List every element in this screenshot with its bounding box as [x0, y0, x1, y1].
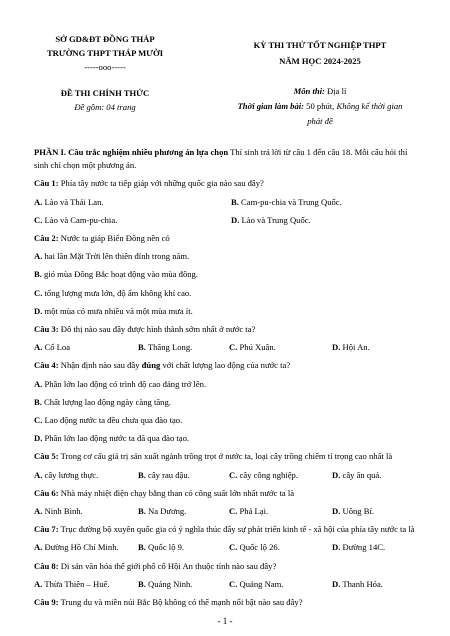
- time-note: Không kể thời gian: [334, 101, 403, 111]
- option-d[interactable]: [332, 578, 420, 591]
- option-c[interactable]: [229, 505, 332, 518]
- question-label: Câu 2:: [34, 233, 59, 244]
- exam-title: KỲ THI THỬ TỐT NGHIỆP THPT: [253, 40, 387, 50]
- time-note-2: phát đề: [307, 116, 333, 126]
- school-name: TRƯỜNG THPT THÁP MƯỜI: [46, 48, 164, 58]
- question-label: Câu 6:: [34, 487, 59, 498]
- option-a[interactable]: [34, 469, 138, 482]
- option-key: A.: [34, 506, 43, 517]
- option-b[interactable]: [34, 268, 420, 281]
- option-d[interactable]: [332, 341, 420, 354]
- option-text: Quảng Nam.: [237, 578, 284, 589]
- question-label: Câu 4:: [34, 360, 59, 371]
- options-q8: [34, 578, 420, 591]
- question-1: [34, 177, 420, 190]
- question-label: Câu 5:: [34, 451, 59, 462]
- option-key: B.: [231, 196, 239, 207]
- question-label: Câu 7:: [34, 524, 59, 535]
- option-key: B.: [138, 542, 146, 553]
- question-label: Câu 3:: [34, 324, 59, 335]
- option-c[interactable]: [34, 287, 420, 300]
- question-label: Câu 8:: [34, 560, 59, 571]
- option-text: Đường 14C.: [340, 542, 386, 553]
- department-name: SỞ GD&ĐT ĐỒNG THÁP: [55, 34, 155, 44]
- option-b[interactable]: [138, 505, 229, 518]
- question-text: Trung du và miền núi Bắc Bộ không có thế mạnh nổi bật nào sau đây?: [58, 597, 303, 608]
- option-text: Phú Xuân.: [237, 342, 276, 353]
- option-text: Quốc lộ 26.: [237, 542, 280, 553]
- question-text: Phía tây nước ta tiếp giáp với những quốc gia nào sau đây?: [58, 178, 264, 189]
- question-text: Nhà máy nhiệt điện chạy bằng than có công suất lớn nhất nước ta là: [58, 487, 295, 498]
- option-text: Lào và Cam-pu-chia.: [42, 214, 118, 225]
- option-key: C.: [229, 578, 238, 589]
- option-text: Đường Hồ Chí Minh.: [42, 542, 119, 553]
- option-text: Thanh Hóa.: [340, 578, 383, 589]
- part1-instruction: Thí sinh trả lời từ câu 1 đến câu 18. Mỗi câu hỏi thí sinh chỉ chọn một phương án.: [34, 147, 408, 171]
- option-d[interactable]: [34, 305, 420, 318]
- option-text: Quảng Ninh.: [145, 578, 193, 589]
- option-text: cây ăn quả.: [340, 469, 382, 480]
- option-key: D.: [332, 506, 341, 517]
- option-key: C.: [34, 214, 43, 225]
- option-text: tổng lượng mưa lớn, độ ẩm không khí cao.: [42, 287, 192, 298]
- options-q5: [34, 469, 420, 482]
- option-b[interactable]: [138, 578, 229, 591]
- options-q3: [34, 341, 420, 354]
- option-text: cây rau đậu.: [145, 469, 190, 480]
- option-key: D.: [231, 214, 240, 225]
- option-key: A.: [34, 469, 43, 480]
- option-key: B.: [138, 578, 146, 589]
- option-key: B.: [138, 342, 146, 353]
- question-3: [34, 323, 420, 336]
- part1-heading: [34, 146, 420, 172]
- time-value: 50 phút,: [304, 101, 335, 111]
- question-emphasis: đúng: [141, 360, 161, 371]
- option-text: Cổ Loa: [42, 342, 71, 353]
- option-text: Lào và Trung Quốc.: [239, 214, 311, 225]
- option-key: D.: [34, 305, 43, 316]
- option-b[interactable]: [231, 196, 342, 209]
- option-a[interactable]: [34, 541, 138, 554]
- header-left: [20, 32, 190, 114]
- separator: -----ooo-----: [84, 62, 126, 72]
- option-text: Phần lớn lao động nước ta đã qua đào tạo.: [42, 433, 190, 444]
- time-line: [200, 99, 440, 114]
- option-text: Phần lớn lao động có trình độ cao đáng trở lên.: [42, 378, 207, 389]
- option-a[interactable]: [34, 250, 420, 263]
- option-a[interactable]: [34, 505, 138, 518]
- option-d[interactable]: [231, 214, 311, 227]
- option-key: C.: [229, 506, 238, 517]
- option-text: Thừa Thiên – Huế.: [42, 578, 110, 589]
- option-key: D.: [332, 542, 341, 553]
- option-key: D.: [34, 433, 43, 444]
- subject-line: [200, 84, 440, 99]
- option-d[interactable]: [332, 469, 420, 482]
- option-text: cây lương thực.: [42, 469, 99, 480]
- options-q1-cd: [34, 214, 420, 227]
- option-text: một mùa có mưa nhiều và một mùa mưa ít.: [42, 305, 193, 316]
- option-text: Uông Bí.: [340, 506, 375, 517]
- option-text: Cam-pu-chia và Trung Quốc.: [238, 196, 342, 207]
- option-key: A.: [34, 342, 43, 353]
- option-d[interactable]: [332, 505, 420, 518]
- option-text: Phả Lại.: [237, 506, 269, 517]
- option-c[interactable]: [229, 341, 332, 354]
- page-number: - 1 -: [217, 616, 233, 626]
- option-d[interactable]: [34, 432, 420, 445]
- option-text: Thăng Long.: [145, 342, 193, 353]
- option-key: A.: [34, 378, 43, 389]
- option-text: cây công nghiệp.: [237, 469, 298, 480]
- official-exam-label: ĐỀ THI CHÍNH THỨC: [60, 88, 150, 98]
- question-8: [34, 560, 420, 573]
- header-right: [200, 38, 440, 129]
- exam-body: [34, 146, 420, 614]
- question-text: Nhận định nào sau đây: [58, 360, 142, 371]
- option-key: C.: [229, 469, 238, 480]
- option-c[interactable]: [229, 541, 332, 554]
- question-2: [34, 232, 420, 245]
- option-a[interactable]: [34, 341, 138, 354]
- option-text: Quốc lộ 9.: [145, 542, 185, 553]
- question-5: [34, 450, 420, 463]
- options-q1: [34, 196, 420, 209]
- option-key: C.: [229, 542, 238, 553]
- option-text: Na Dương.: [145, 506, 187, 517]
- page-count: Đề gồm: 04 trang: [74, 102, 136, 112]
- option-c[interactable]: [229, 469, 332, 482]
- question-text: với chất lượng lao động của nước ta?: [160, 360, 291, 371]
- question-label: Câu 1:: [34, 178, 59, 189]
- question-text: Đô thị nào sau đây được hình thành sớm nhất ở nước ta?: [58, 324, 256, 335]
- option-b[interactable]: [34, 396, 420, 409]
- option-b[interactable]: [138, 541, 229, 554]
- option-key: D.: [332, 578, 341, 589]
- option-text: gió mùa Đông Bắc hoạt động vào mùa đông.: [41, 269, 198, 280]
- option-key: B.: [34, 269, 42, 280]
- option-key: B.: [138, 469, 146, 480]
- option-text: Lao động nước ta đều chưa qua đào tạo.: [42, 415, 183, 426]
- option-key: A.: [34, 542, 43, 553]
- subject-value: Địa lí: [324, 86, 347, 96]
- options-q7: [34, 541, 420, 554]
- question-text: Trục đường bộ xuyên quốc gia có ý nghĩa thúc đẩy sự phát triển kinh tế - xã hội của phía tây nước ta là: [58, 524, 415, 535]
- option-d[interactable]: [332, 541, 420, 554]
- part1-title: PHẦN I. Câu trắc nghiệm nhiều phương án lựa chọn: [34, 147, 229, 157]
- option-key: C.: [34, 415, 43, 426]
- option-b[interactable]: [138, 341, 229, 354]
- option-key: A.: [34, 196, 43, 207]
- option-key: A.: [34, 578, 43, 589]
- question-7: [34, 523, 420, 536]
- option-a[interactable]: [34, 578, 138, 591]
- option-key: B.: [138, 506, 146, 517]
- option-key: C.: [229, 342, 238, 353]
- option-text: Ninh Bình.: [42, 506, 83, 517]
- question-6: [34, 487, 420, 500]
- question-text: Di sản văn hóa thế giới phố cổ Hội An thuộc tỉnh nào sau đây?: [58, 560, 277, 571]
- time-label: Thời gian làm bài:: [237, 101, 305, 111]
- option-a[interactable]: [34, 196, 231, 209]
- option-text: hai lần Mặt Trời lên thiên đỉnh trong năm.: [42, 251, 190, 262]
- option-key: C.: [34, 287, 43, 298]
- option-key: D.: [332, 469, 341, 480]
- option-a[interactable]: [34, 378, 420, 391]
- subject-label: Môn thi:: [293, 86, 325, 96]
- question-text: Trong cơ cấu giá trị sản xuất ngành trồng trọt ở nước ta, loại cây trồng chiếm tỉ trọng cao nhất là: [58, 451, 393, 462]
- option-text: Lào và Thái Lan.: [42, 196, 104, 207]
- option-text: Hội An.: [340, 342, 370, 353]
- question-text: Nước ta giáp Biển Đông nên có: [58, 233, 170, 244]
- option-c[interactable]: [34, 214, 231, 227]
- question-label: Câu 9:: [34, 597, 59, 608]
- question-4: [34, 359, 420, 372]
- option-c[interactable]: [229, 578, 332, 591]
- options-q6: [34, 505, 420, 518]
- school-year: NĂM HỌC 2024-2025: [279, 56, 361, 66]
- option-b[interactable]: [138, 469, 229, 482]
- option-c[interactable]: [34, 414, 420, 427]
- option-key: B.: [34, 396, 42, 407]
- option-text: Chất lượng lao động ngày càng tăng.: [41, 396, 171, 407]
- option-key: D.: [332, 342, 341, 353]
- question-9: [34, 596, 420, 609]
- option-key: A.: [34, 251, 43, 262]
